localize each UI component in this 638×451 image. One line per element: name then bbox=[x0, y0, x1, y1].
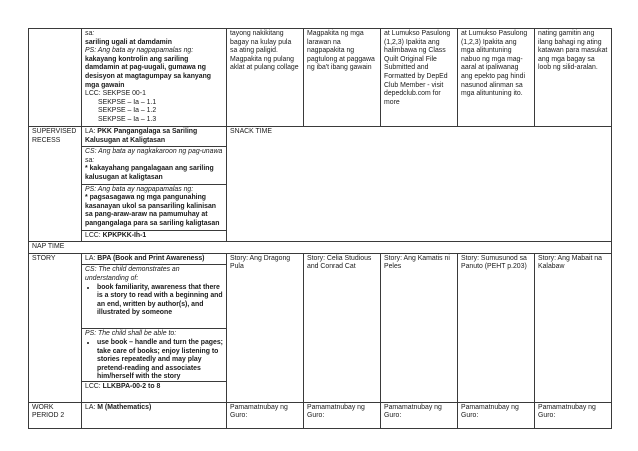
competency-cell bbox=[82, 29, 227, 127]
day-5-cell: Pamamatnubay ng Guro: bbox=[535, 402, 612, 428]
ps-label: PS: Ang bata ay nagpapamalas ng: bbox=[85, 185, 194, 193]
lcc-code: SEKPSE – Ia – 1.1 bbox=[98, 98, 157, 106]
la-text: M (Mathematics) bbox=[97, 403, 152, 411]
activity-cell: SNACK TIME bbox=[227, 127, 612, 242]
lcc-code: SEKPSE – Ia – 1.3 bbox=[98, 115, 157, 123]
list-item: • book familiarity, awareness that there is a story to read with a beginning and an end, written by author(s), and illustrated by someone bbox=[97, 284, 223, 318]
cs-label: CS: Ang bata ay nagkakaroon ng pag-unawa sa: bbox=[85, 148, 223, 164]
lcc-text: LLKBPA-00-2 to 8 bbox=[102, 383, 161, 391]
lcc-block bbox=[82, 382, 226, 393]
lesson-plan-sheet bbox=[28, 28, 611, 426]
la-text: PKK Pangangalaga sa Sariling Kalusugan at Kaligtasan bbox=[85, 128, 198, 144]
day-3-cell: Pamamatnubay ng Guro: bbox=[381, 402, 458, 428]
la-block bbox=[82, 127, 226, 147]
lcc-prefix: LCC: bbox=[85, 383, 101, 391]
period-label-cell: WORK PERIOD 2 bbox=[29, 402, 82, 428]
day-4-cell: Pamamatnubay ng Guro: bbox=[458, 402, 535, 428]
cs-block bbox=[82, 265, 226, 329]
table-row bbox=[29, 127, 612, 242]
table-row bbox=[29, 253, 612, 402]
ps-label: PS: Ang bata ay nagpapamalas ng: bbox=[85, 47, 194, 55]
table-row bbox=[29, 29, 612, 127]
period-label-cell bbox=[29, 29, 82, 127]
la-prefix: LA: bbox=[85, 128, 96, 135]
ps-label: PS: The child shall be able to: bbox=[85, 330, 177, 338]
ps-block bbox=[82, 329, 226, 382]
cs-text: * kakayahang pangalagaan ang sariling kalusugan at kaligtasan bbox=[85, 165, 214, 181]
day-2-cell: Story: Celia Studious and Conrad Cat bbox=[304, 253, 381, 402]
period-label-cell: STORY bbox=[29, 253, 82, 402]
table-row bbox=[29, 242, 612, 254]
lesson-plan-table bbox=[28, 28, 612, 429]
day-1-cell: Story: Ang Dragong Pula bbox=[227, 253, 304, 402]
lcc-code: SEKPSE – Ia – 1.2 bbox=[98, 107, 157, 115]
cs-block bbox=[82, 147, 226, 184]
cs-label: CS: The child demonstrates an understanding of: bbox=[85, 266, 180, 282]
period-label-cell: SUPERVISED RECESS bbox=[29, 127, 82, 242]
ps-text: kakayang kontrolin ang sariling damdamin at pag-uugali, gumawa ng desisyon at magtagumpay sa kanyang mga gawain bbox=[85, 55, 211, 89]
table-row bbox=[29, 402, 612, 428]
day-2-cell: Pamamatnubay ng Guro: bbox=[304, 402, 381, 428]
cs-list bbox=[85, 284, 223, 318]
day-2-cell: Magpakita ng mga larawan na nagpapakita ng pagtulong at paggawa ng iba't ibang gawain bbox=[304, 29, 381, 127]
list-item: • use book – handle and turn the pages; take care of books; enjoy listening to stories repeatedly and may play pretend-reading and associates him/herself with the story bbox=[97, 339, 223, 382]
competency-cell bbox=[82, 127, 227, 242]
la-block bbox=[82, 254, 226, 266]
competency-cell bbox=[82, 253, 227, 402]
la-text: BPA (Book and Print Awareness) bbox=[97, 254, 205, 262]
ps-list bbox=[85, 339, 223, 382]
sa-line: sa: bbox=[85, 30, 95, 37]
lcc-text: KPKPKK-Ih-1 bbox=[102, 231, 147, 239]
ps-text: * pagsasagawa ng mga pangunahing kasanayan ukol sa pansariling kalinisan sa pang-araw-araw na pamumuhay at pangangalaga para sa sariling kaligtasan bbox=[85, 194, 220, 227]
day-1-cell: tayong nakikitang bagay na kulay pula sa ating paligid. Magpakita ng pulang aklat at pulang collage bbox=[227, 29, 304, 127]
la-prefix: LA: bbox=[85, 254, 96, 262]
la-prefix: LA: bbox=[85, 403, 96, 411]
lcc-block bbox=[82, 231, 226, 242]
lcc-label: LCC: SEKPSE 00-1 bbox=[85, 90, 146, 98]
lcc-prefix: LCC: bbox=[85, 231, 101, 239]
competency-title: sariling ugali at damdamin bbox=[85, 38, 172, 46]
day-5-cell: Story: Ang Mabait na Kalabaw bbox=[535, 253, 612, 402]
day-4-cell: at Lumukso Pasulong (1,2,3) Ipakita ang mga alituntuning nabuo ng mga mag-aaral at ipaliwanag ang epekto pag hindi nasunod alinman sa mga alituntuning ito. bbox=[458, 29, 535, 127]
day-3-cell: Story: Ang Kamatis ni Peles bbox=[381, 253, 458, 402]
day-1-cell: Pamamatnubay ng Guro: bbox=[227, 402, 304, 428]
competency-cell bbox=[82, 402, 227, 428]
nap-time-cell: NAP TIME bbox=[29, 242, 612, 254]
day-3-cell: at Lumukso Pasulong (1,2,3) Ipakita ang halimbawa ng Class Quilt Original File Submitted and Formatted by DepEd Club Member - visit depedclub.com for more bbox=[381, 29, 458, 127]
day-5-cell: nating gamitin ang ilang bahagi ng ating katawan para masukat ang mga bagay sa loob ng silid-aralan. bbox=[535, 29, 612, 127]
ps-block bbox=[82, 185, 226, 231]
day-4-cell: Story: Sumusunod sa Panuto (PEHT p.203) bbox=[458, 253, 535, 402]
